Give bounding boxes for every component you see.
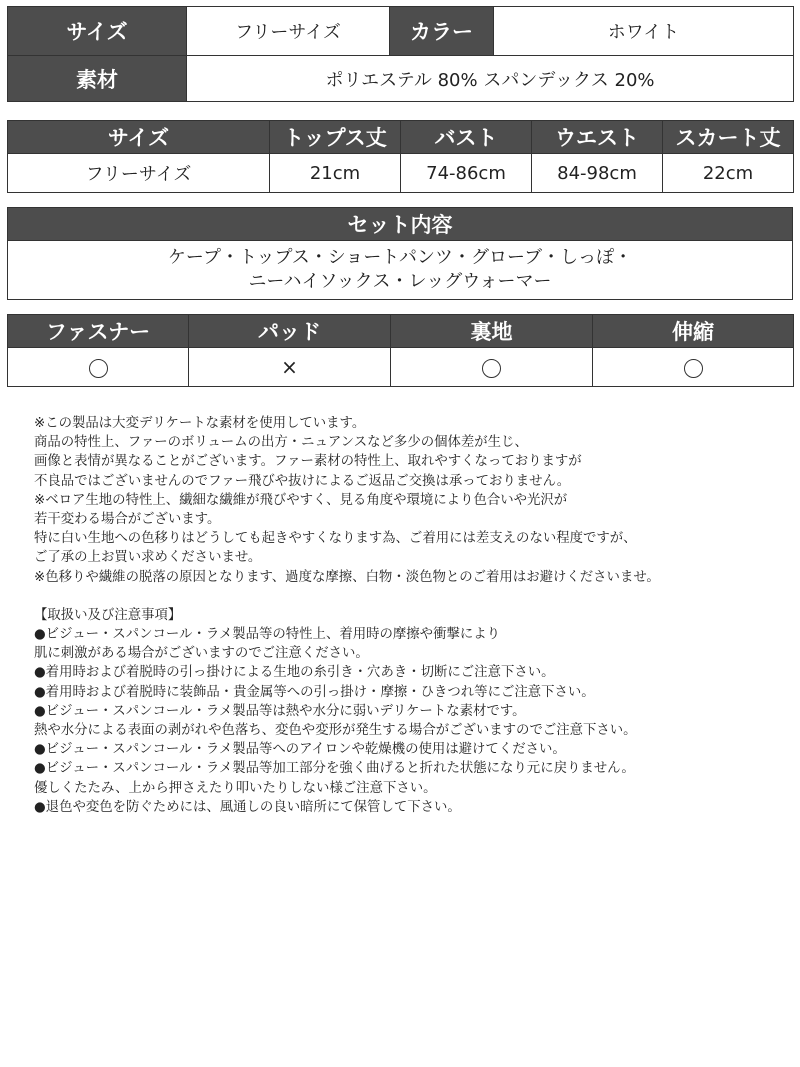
cross-mark: × xyxy=(281,355,298,379)
note-line: ●ビジュー・スパンコール・ラメ製品等の特性上、着用時の摩擦や衝撃により xyxy=(34,627,501,643)
note-line: ●ビジュー・スパンコール・ラメ製品等加工部分を強く曲げると折れた状態になり元に戻りません。 xyxy=(34,761,635,777)
features-table xyxy=(7,314,794,387)
size-chart-cell: フリーサイズ xyxy=(8,154,270,193)
color-label: カラー xyxy=(390,7,494,56)
note-line: ※この製品は大変デリケートな素材を使用しています。 xyxy=(34,416,366,431)
note-line: 熱や水分による表面の剥がれや色落ち、変色や変形が発生する場合がございますのでご注意下さい。 xyxy=(34,723,637,739)
set-contents-line: ケープ・トップス・ショートパンツ・グローブ・しっぽ・ xyxy=(167,247,633,268)
note-line: ●退色や変色を防ぐためには、風通しの良い暗所にて保管して下さい。 xyxy=(34,799,461,815)
note-line: 優しくたたみ、上から押さえたり叩いたりしない様ご注意下さい。 xyxy=(34,780,437,796)
notes-spacer xyxy=(34,587,794,606)
note-line: ※ベロア生地の特性上、繊細な繊維が飛びやすく、見る角度や環境により色合いや光沢が xyxy=(34,492,568,508)
note-line: 肌に刺激がある場合がございますのでご注意ください。 xyxy=(34,646,369,662)
size-chart-cell: 21cm xyxy=(270,154,401,193)
size-chart-header: サイズ xyxy=(8,121,270,154)
set-contents-header: セット内容 xyxy=(8,208,793,241)
note-line: 【取扱い及び注意事項】 xyxy=(34,607,182,623)
note-line: 不良品ではございませんのでファー飛びや抜けによるご返品ご交換は承っておりません。 xyxy=(34,473,571,489)
feature-header: 伸縮 xyxy=(593,315,794,348)
spec-table xyxy=(7,6,794,102)
size-chart-header: バスト xyxy=(401,121,532,154)
set-contents-line: ニーハイソックス・レッグウォーマー xyxy=(248,271,552,292)
color-value: ホワイト xyxy=(494,7,794,56)
circle-icon xyxy=(89,359,108,378)
care-notes xyxy=(34,414,794,817)
note-line: 特に白い生地への色移りはどうしても起きやすくなります為、ご着用には差支えのない程度ですが、 xyxy=(34,531,637,547)
size-chart-header: ウエスト xyxy=(532,121,663,154)
note-line: 若干変わる場合がございます。 xyxy=(34,512,221,528)
set-contents-table xyxy=(7,207,793,300)
note-line: ●着用時および着脱時に装飾品・貴金属等への引っ掛け・摩擦・ひきつれ等にご注意下さい。 xyxy=(34,684,595,700)
size-label: サイズ xyxy=(8,7,187,56)
handling-notes xyxy=(34,606,794,817)
set-contents-value xyxy=(8,241,793,300)
material-label: 素材 xyxy=(8,56,187,102)
size-chart-header: トップス丈 xyxy=(270,121,401,154)
note-line: 商品の特性上、ファーのボリュームの出方・ニュアンスなど多少の個体差が生じ、 xyxy=(34,435,528,451)
note-line: ●ビジュー・スパンコール・ラメ製品等は熱や水分に弱いデリケートな素材です。 xyxy=(34,703,526,719)
circle-icon xyxy=(482,359,501,378)
feature-cell xyxy=(189,348,391,387)
note-line: ●ビジュー・スパンコール・ラメ製品等へのアイロンや乾燥機の使用は避けてください。 xyxy=(34,742,566,758)
note-line: ※色移りや繊維の脱落の原因となります、過度な摩擦、白物・淡色物とのご着用はお避けくださいませ。 xyxy=(34,569,660,585)
circle-icon xyxy=(684,359,703,378)
size-value: フリーサイズ xyxy=(187,7,390,56)
feature-cell xyxy=(593,348,794,387)
feature-header: 裏地 xyxy=(391,315,593,348)
material-value: ポリエステル 80% スパンデックス 20% xyxy=(187,56,794,102)
size-chart-cell: 22cm xyxy=(663,154,794,193)
feature-cell xyxy=(391,348,593,387)
note-line: ご了承の上お買い求めくださいませ。 xyxy=(34,550,262,566)
feature-cell xyxy=(8,348,189,387)
note-line: ●着用時および着脱時の引っ掛けによる生地の糸引き・穴あき・切断にご注意下さい。 xyxy=(34,665,555,681)
size-chart-cell: 84-98cm xyxy=(532,154,663,193)
product-notes xyxy=(34,414,794,587)
feature-header: ファスナー xyxy=(8,315,189,348)
size-chart-cell: 74-86cm xyxy=(401,154,532,193)
feature-header: パッド xyxy=(189,315,391,348)
size-chart-table xyxy=(7,120,794,193)
size-chart-header: スカート丈 xyxy=(663,121,794,154)
note-line: 画像と表情が異なることがございます。ファー素材の特性上、取れやすくなっておりますが xyxy=(34,454,582,470)
